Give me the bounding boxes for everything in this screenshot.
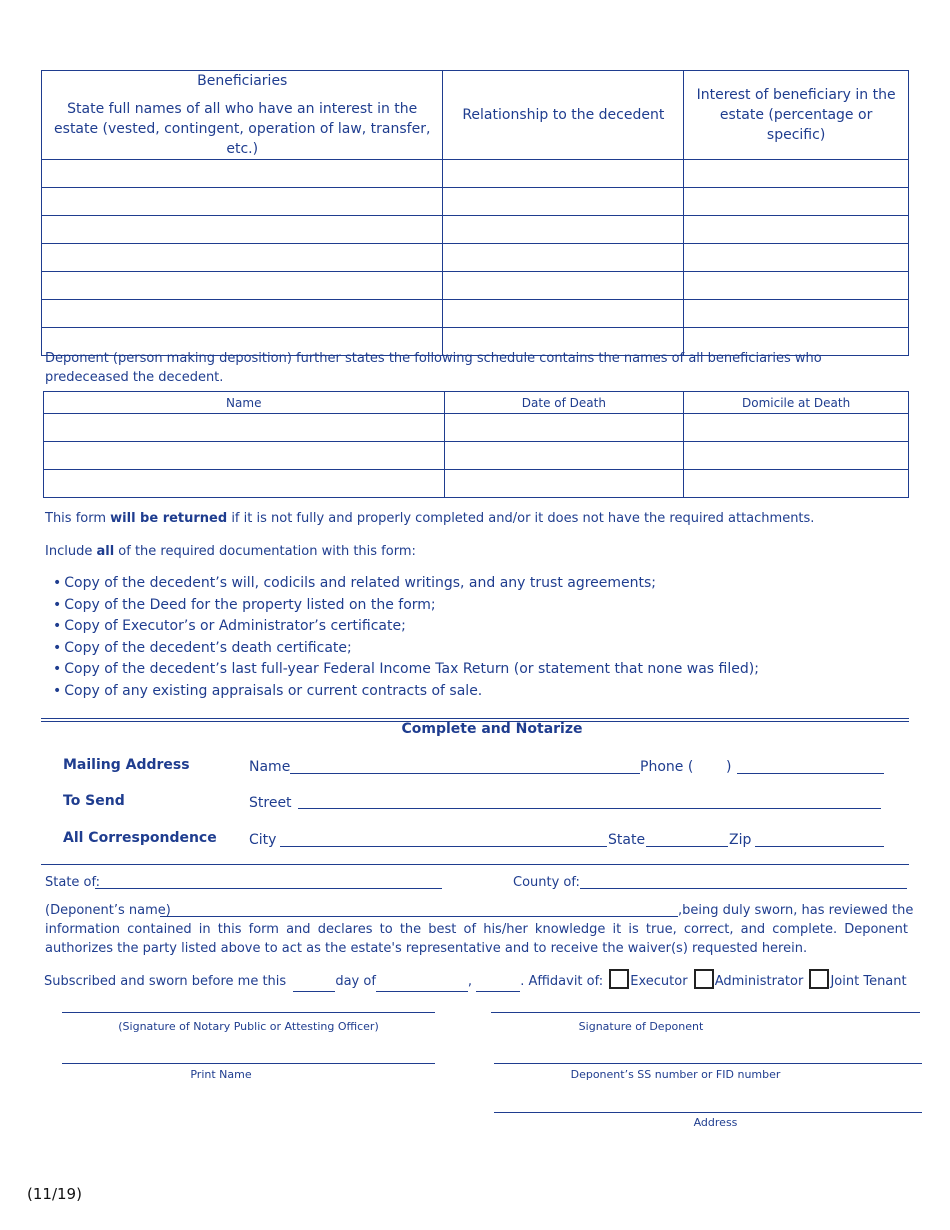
relationship-cell[interactable] bbox=[443, 216, 684, 244]
name-cell[interactable] bbox=[44, 470, 445, 498]
address-label: Address bbox=[693, 1116, 738, 1129]
date-cell[interactable] bbox=[444, 470, 684, 498]
year-field[interactable] bbox=[476, 972, 520, 992]
state-of-label: State of: bbox=[45, 875, 100, 890]
mailing-label-3: All Correspondence bbox=[63, 830, 217, 846]
affidavit-label: . Affidavit of: bbox=[520, 974, 604, 989]
predeceased-statement: Deponent (person making deposition) further states the following schedule contains the names of all beneficiaries who predeceased the decedent. bbox=[45, 351, 822, 385]
document-item: • Copy of any existing appraisals or current contracts of sale. bbox=[53, 681, 759, 703]
print-name-label: Print Name bbox=[190, 1068, 252, 1081]
relationship-cell[interactable] bbox=[443, 300, 684, 328]
date-cell[interactable] bbox=[444, 414, 684, 442]
predeceased-table bbox=[43, 391, 909, 498]
notary-signature-label: (Signature of Notary Public or Attesting Officer) bbox=[118, 1020, 379, 1033]
joint-tenant-checkbox[interactable] bbox=[809, 969, 829, 989]
county-of-label: County of: bbox=[513, 875, 580, 890]
oath-start: ,being duly sworn, has reviewed the bbox=[678, 903, 914, 918]
include-prefix: Include bbox=[45, 544, 97, 559]
form-code: (11/19) bbox=[27, 1185, 82, 1203]
notary-signature-line[interactable] bbox=[62, 1012, 435, 1013]
include-bold: all bbox=[96, 544, 115, 559]
oath-text: information contained in this form and declares to the best of his/her knowledge it is true, correct, and complete. Deponent authorizes the party listed above to act as the estate's representative and to receive the waiver(s) requested herein. bbox=[45, 922, 908, 956]
mailing-label-2: To Send bbox=[63, 793, 125, 809]
beneficiaries-title: Beneficiaries bbox=[197, 73, 288, 89]
relationship-cell[interactable] bbox=[443, 272, 684, 300]
beneficiary-name-cell[interactable] bbox=[42, 272, 443, 300]
administrator-label: Administrator bbox=[714, 974, 804, 989]
relationship-header: Relationship to the decedent bbox=[443, 71, 684, 160]
county-of-field[interactable] bbox=[580, 888, 907, 889]
name-cell[interactable] bbox=[44, 442, 445, 470]
relationship-cell[interactable] bbox=[443, 160, 684, 188]
date-of-death-header: Date of Death bbox=[444, 392, 684, 414]
domicile-cell[interactable] bbox=[684, 442, 909, 470]
print-name-line[interactable] bbox=[62, 1063, 435, 1064]
street-label: Street bbox=[249, 795, 292, 811]
city-field[interactable] bbox=[280, 846, 607, 847]
interest-cell[interactable] bbox=[684, 188, 909, 216]
day-of-text: day of bbox=[335, 974, 376, 989]
state-of-field[interactable] bbox=[95, 888, 442, 889]
beneficiaries-table bbox=[41, 70, 909, 356]
name-label: Name bbox=[249, 759, 291, 775]
deponent-name-label: (Deponent’s name) bbox=[45, 903, 171, 918]
domicile-cell[interactable] bbox=[684, 414, 909, 442]
returned-suffix: if it is not fully and properly completed and/or it does not have the required attachments. bbox=[227, 511, 815, 526]
city-label: City bbox=[249, 832, 277, 848]
interest-cell[interactable] bbox=[684, 216, 909, 244]
phone-field[interactable] bbox=[737, 773, 884, 774]
document-item: • Copy of Executor’s or Administrator’s certificate; bbox=[53, 616, 759, 638]
beneficiary-name-cell[interactable] bbox=[42, 160, 443, 188]
beneficiary-name-cell[interactable] bbox=[42, 300, 443, 328]
beneficiaries-desc: State full names of all who have an interest in the estate (vested, contingent, operation of law, transfer, etc.) bbox=[54, 101, 431, 157]
document-item: • Copy of the Deed for the property listed on the form; bbox=[53, 595, 759, 617]
ss-number-line[interactable] bbox=[494, 1063, 922, 1064]
subscribed-text: Subscribed and sworn before me this bbox=[44, 974, 287, 989]
interest-cell[interactable] bbox=[684, 300, 909, 328]
interest-cell[interactable] bbox=[684, 272, 909, 300]
executor-label: Executor bbox=[630, 974, 688, 989]
domicile-cell[interactable] bbox=[684, 470, 909, 498]
divider-double-1 bbox=[41, 718, 909, 719]
domicile-header: Domicile at Death bbox=[684, 392, 909, 414]
relationship-cell[interactable] bbox=[443, 188, 684, 216]
mailing-label-1: Mailing Address bbox=[63, 757, 190, 773]
beneficiary-name-cell[interactable] bbox=[42, 188, 443, 216]
joint-tenant-label: Joint Tenant bbox=[830, 974, 907, 989]
administrator-checkbox[interactable] bbox=[694, 969, 714, 989]
executor-checkbox[interactable] bbox=[609, 969, 629, 989]
divider-mailing bbox=[41, 864, 909, 865]
state-label: State bbox=[608, 832, 646, 848]
ss-number-label: Deponent’s SS number or FID number bbox=[570, 1068, 781, 1081]
zip-field[interactable] bbox=[755, 846, 884, 847]
subscribed-line bbox=[44, 969, 907, 992]
phone-label: Phone ( bbox=[640, 759, 694, 775]
returned-prefix: This form bbox=[45, 511, 111, 526]
date-cell[interactable] bbox=[444, 442, 684, 470]
deponent-name-field[interactable] bbox=[160, 916, 678, 917]
state-field[interactable] bbox=[646, 846, 728, 847]
interest-cell[interactable] bbox=[684, 160, 909, 188]
relationship-cell[interactable] bbox=[443, 244, 684, 272]
address-line[interactable] bbox=[494, 1112, 922, 1113]
phone-close: ) bbox=[726, 759, 732, 775]
include-suffix: of the required documentation with this form: bbox=[114, 544, 416, 559]
deponent-signature-label: Signature of Deponent bbox=[578, 1020, 704, 1033]
document-item: • Copy of the decedent’s death certificate; bbox=[53, 638, 759, 660]
month-field[interactable] bbox=[376, 972, 468, 992]
document-item: • Copy of the decedent’s last full-year Federal Income Tax Return (or statement that none was filed); bbox=[53, 659, 759, 681]
include-notice bbox=[45, 542, 416, 561]
name-header: Name bbox=[44, 392, 445, 414]
deponent-signature-line[interactable] bbox=[491, 1012, 920, 1013]
name-field[interactable] bbox=[290, 773, 640, 774]
interest-cell[interactable] bbox=[684, 244, 909, 272]
day-field[interactable] bbox=[293, 972, 335, 992]
zip-label: Zip bbox=[729, 832, 752, 848]
documents-list bbox=[53, 573, 759, 702]
beneficiaries-header bbox=[42, 71, 443, 160]
street-field[interactable] bbox=[298, 808, 881, 809]
returned-notice bbox=[45, 509, 814, 528]
interest-header: Interest of beneficiary in the estate (percentage or specific) bbox=[684, 71, 909, 160]
returned-bold: will be returned bbox=[110, 511, 228, 526]
beneficiary-name-cell[interactable] bbox=[42, 244, 443, 272]
comma: , bbox=[467, 974, 473, 989]
section-title: Complete and Notarize bbox=[401, 721, 583, 737]
document-item: • Copy of the decedent’s will, codicils and related writings, and any trust agreements; bbox=[53, 573, 759, 595]
beneficiary-name-cell[interactable] bbox=[42, 216, 443, 244]
name-cell[interactable] bbox=[44, 414, 445, 442]
